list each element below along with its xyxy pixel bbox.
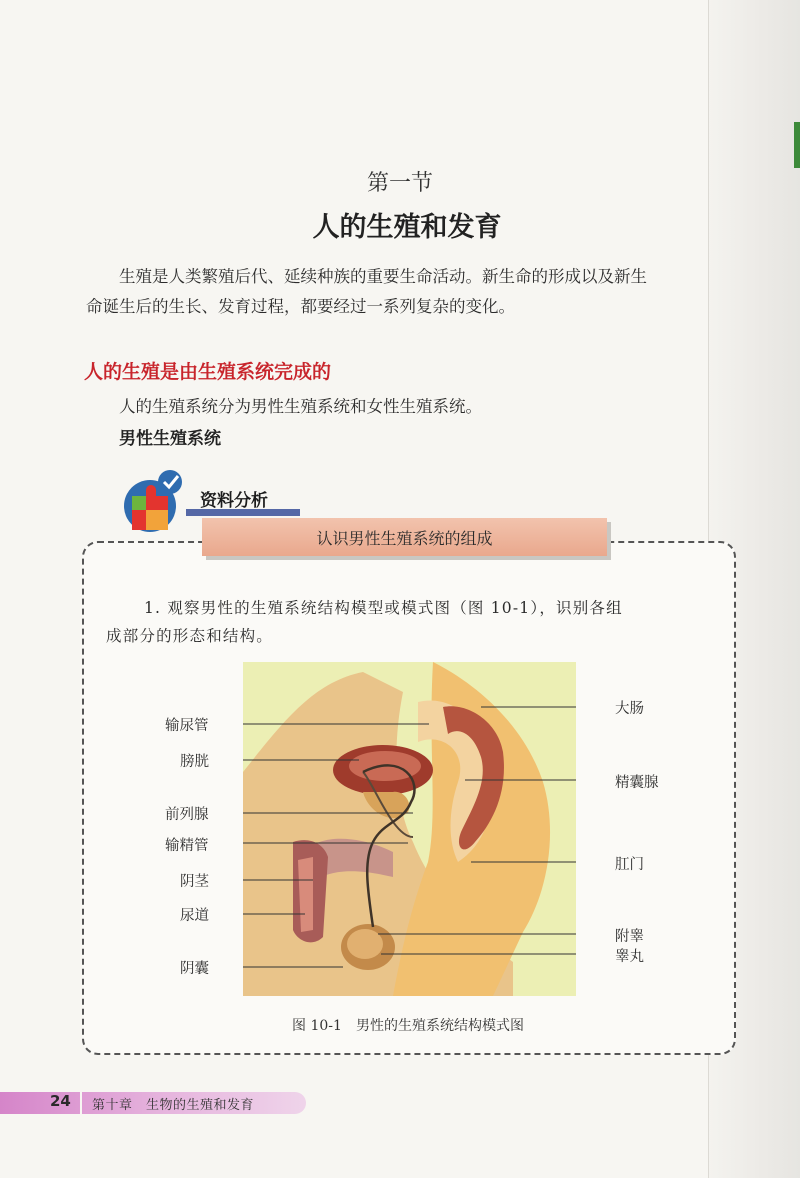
label-penis: 阴茎 [180, 874, 209, 890]
intro-paragraph [86, 262, 736, 322]
badge-label: 资料分析 [200, 491, 268, 511]
question-line-2: 成部分的形态和结构。 [106, 627, 274, 645]
body-line: 人的生殖系统分为男性生殖系统和女性生殖系统。 [119, 397, 482, 416]
puzzle-badge-icon [118, 466, 188, 536]
box-title: 认识男性生殖系统的组成 [316, 529, 493, 548]
label-testis: 睾丸 [615, 949, 644, 965]
label-ureter: 输尿管 [165, 718, 209, 734]
intro-line-1: 生殖是人类繁殖后代、延续种族的重要生命活动。新生命的形成以及新生 [119, 267, 647, 286]
section-heading: 人的生殖是由生殖系统完成的 [84, 361, 332, 383]
question-1 [106, 594, 716, 650]
label-epididymis: 附睾 [615, 929, 644, 945]
footer-separator [80, 1092, 82, 1114]
edge-tab [794, 122, 800, 168]
label-seminal-vesicle: 精囊腺 [615, 775, 659, 791]
label-anus: 肛门 [615, 857, 644, 873]
label-prostate: 前列腺 [165, 807, 209, 823]
label-large-intestine: 大肠 [615, 701, 644, 717]
section-title: 人的生殖和发育 [312, 212, 502, 243]
subheading: 男性生殖系统 [119, 429, 221, 449]
label-vas-deferens: 输精管 [165, 838, 209, 854]
anatomy-figure [243, 662, 576, 996]
chapter-title: 第十章 生物的生殖和发育 [92, 1098, 255, 1113]
label-scrotum: 阴囊 [180, 961, 209, 977]
page-number: 24 [50, 1092, 71, 1110]
figure-caption: 图 10-1 男性的生殖系统结构模式图 [292, 1018, 524, 1034]
label-bladder: 膀胱 [180, 754, 209, 770]
question-line-1: 1. 观察男性的生殖系统结构模型或模式图（图 10-1），识别各组 [144, 599, 623, 617]
section-number: 第一节 [366, 171, 433, 196]
label-urethra: 尿道 [180, 908, 209, 924]
intro-line-2: 命诞生后的生长、发育过程，都要经过一系列复杂的变化。 [86, 297, 515, 316]
